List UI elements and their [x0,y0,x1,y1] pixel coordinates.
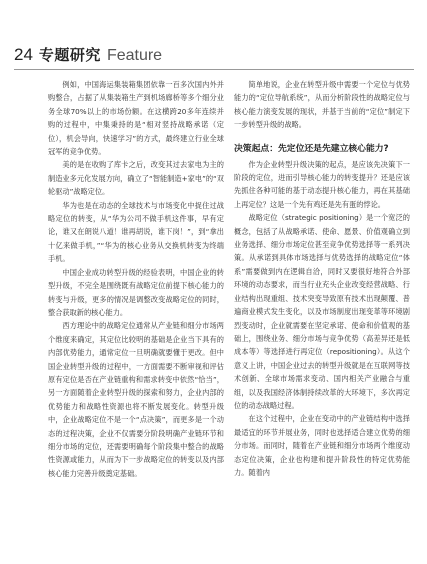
body-paragraph: 战略定位（strategic positioning）是一个宽泛的概念，包括了从战略承诺、使命、愿景、价值观确立到业务选择、细分市场定位甚至竞争优势选择等一系列决策。从承诺到具体市场选择与优势选择的战略定位“体系”需要做到内在逻辑自洽，同时又要很好地符合外部环境的动态要求，而当行业充头企业改变经营战略、行业结构出现重组、技术突变导致原有技术出现颠覆、普遍商业模式发生变化，以及市场制度出现变革等环境剧烈变动时，企业就需要在坚定承诺、使命和价值观的基础上，围绕业务、细分市场与竞争优势（高差异还是低成本等）等选择进行再定位（repositioning）。从这个意义上讲，中国企业过去的转型升级就是在互联网等技术创新、全球市场需求变动、国内相关产业融合与重组，以及我国经济体制持续改革的大环境下，多次再定位的动态战略过程。 [234,213,410,410]
left-column [48,78,224,480]
body-paragraph: 简单地说，企业在转型升级中需要一个定位与优势能力的“定位导航系统”，从而分析阶段性的战略定位与核心能力演变发展的现状，并基于当前的“定位”制定下一步转型升级的战略。 [234,80,410,130]
body-paragraph: 中国企业成功转型升级的经验表明，中国企业的转型升级，不完全是围绕既有战略定位前提下核心能力的转变与升级，更多的情况是调整改变战略定位的同时，整合获取新的核心能力。 [48,267,224,317]
body-paragraph: 例如，中国海运集装箱集团依靠一百多次国内外并购整合，占据了从集装箱生产到机场廊桥等多个细分业务全球70%以上的市场份额。在这横跨20多年连续并购的过程中，中集秉持的是“相对竖持战略承诺（定位），机会导向，快速学习”的方式，最终建立行业全球冠军的竞争优势。 [48,80,224,157]
body-paragraph: 美的是在收购了库卡之后，改变其过去家电为主的制造业多元化发展方向，确立了“智能制造+家电”的“双轮驱动”战略定位。 [48,160,224,197]
body-paragraph: 西方理论中的战略定位通常从产业链和细分市场两个维度来确定，其定位比较明的基础是企业当下具有的内部优势能力，通常定位一旦明确就要懂于更改。但中国企业转型升级的过程中，一方面需要不断审视和评估原有定位是否在产业链重构和需求转变中依然“恰当”，另一方面随着企业转型升级的探索和努力，企业内部的优势能力和战略性资源也将不断发展变化。转型升级中，企业战略定位不是一个“点决策”，而更多是一个动态的过程决策，企业不仅需要分阶段明确产业链环节和细分市场的定位，还需要明确每个阶段集中整合的战略性资源或能力，从而为下一步战略定位的转变以及内部核心能力完善升级奠定基础。 [48,321,224,478]
right-column [234,78,410,479]
body-paragraph: 华为也是在动态的全球技术与市场变化中捉住过战略定位的转变，从“华为公司不做手机这件事，早有定论，谁又在朗说八道！谁再胡说，谁下岗！”，到“拿出十亿来做手机，”“华为的核心业务从交换机转变为终端手机。 [48,200,224,264]
section-title-en: Feature [106,47,163,64]
page-header [14,44,162,65]
section-title-cn: 专题研究 [38,46,101,64]
body-paragraph: 在这个过程中，企业在变动中的产业链结构中选择最适宜的环节并展业务，同时也选择适合建立优势的细分市场。而同时，随着在产业链和细分市场两个维度动态定位决策，企业也构建和提升阶段性的特定优势能力。随着内 [234,414,410,477]
header-divider [14,69,414,70]
page-number: 24 [14,45,33,64]
body-paragraph: 作为企业转型升级决策的起点，是应该先决策下一阶段的定位，进而引导核心能力的转变提升？还是应该先抓住各种可能的基于动态提升核心能力，再在其基础上再定位？这是一个先有鸡还是先有蛋的悖论。 [234,159,410,209]
section-heading: 决策起点：先定位还是先建立核心能力? [234,143,389,154]
